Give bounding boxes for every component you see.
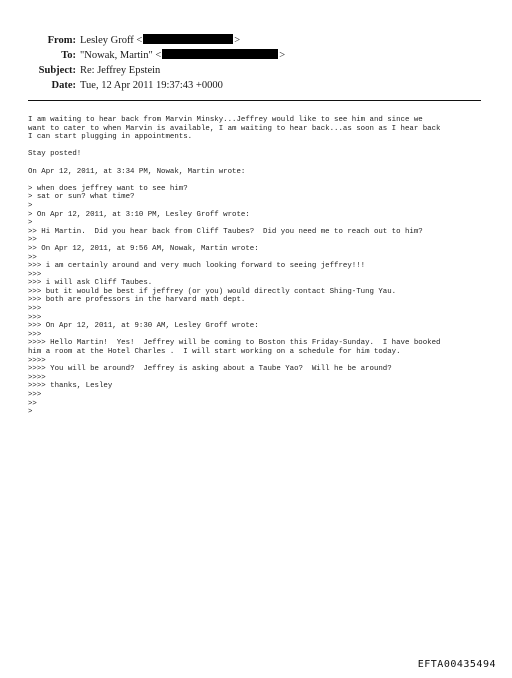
- body-line: >>: [28, 236, 37, 245]
- to-row: [0, 48, 512, 63]
- date-label: Date:: [51, 80, 76, 91]
- document-id: EFTA00435494: [417, 659, 496, 670]
- body-line: >>>> thanks, Lesley: [28, 382, 113, 391]
- redaction-bar: [162, 49, 278, 59]
- body-line: >>>: [28, 305, 42, 314]
- body-line: I can start plugging in appointments.: [28, 133, 193, 142]
- to-name: "Nowak, Martin" <: [80, 50, 162, 61]
- body-line: >>> i am certainly around and very much looking forward to seeing jeffrey!!!: [28, 262, 366, 271]
- header-divider: [28, 100, 481, 101]
- subject-row: [0, 63, 512, 78]
- body-line: >: [28, 219, 33, 228]
- body-line: Stay posted!: [28, 150, 82, 159]
- body-line: >>>> You will be around? Jeffrey is asking about a Taube Yao? Will he be around?: [28, 365, 392, 374]
- body-line: >>> On Apr 12, 2011, at 9:30 AM, Lesley Groff wrote:: [28, 322, 259, 331]
- body-line: >>> both are professors in the harvard math dept.: [28, 296, 246, 305]
- body-line: > when does jeffrey want to see him?: [28, 184, 188, 193]
- body-line: [28, 159, 490, 168]
- body-line: >>>>: [28, 356, 46, 365]
- body-line: >>>: [28, 270, 42, 279]
- to-end: >: [279, 50, 286, 61]
- body-line: > sat or sun? what time?: [28, 193, 135, 202]
- body-line: >>: [28, 399, 37, 408]
- body-line: him a room at the Hotel Charles . I will start working on a schedule for him today.: [28, 348, 401, 357]
- body-line: >: [28, 408, 33, 417]
- email-body: [28, 116, 490, 417]
- date-value: Tue, 12 Apr 2011 19:37:43 +0000: [80, 80, 223, 91]
- body-line: >: [28, 201, 33, 210]
- from-label: From:: [47, 35, 76, 46]
- date-row: [0, 78, 512, 93]
- from-end: >: [234, 35, 241, 46]
- body-line: [28, 176, 490, 185]
- body-line: >> Hi Martin. Did you hear back from Cliff Taubes? Did you need me to reach out to him?: [28, 227, 423, 236]
- body-line: >> On Apr 12, 2011, at 9:56 AM, Nowak, Martin wrote:: [28, 244, 259, 253]
- body-line: want to cater to when Marvin is available, I am waiting to hear back...as soon as I hear back: [28, 124, 441, 133]
- body-line: On Apr 12, 2011, at 3:34 PM, Nowak, Martin wrote:: [28, 167, 246, 176]
- body-line: > On Apr 12, 2011, at 3:10 PM, Lesley Groff wrote:: [28, 210, 250, 219]
- body-line: [28, 142, 490, 151]
- body-line: I am waiting to hear back from Marvin Minsky...Jeffrey would like to see him and since we: [28, 116, 423, 124]
- email-header: [0, 33, 512, 93]
- body-line: >>>>: [28, 373, 46, 382]
- body-line: >>>: [28, 330, 42, 339]
- body-line: >>> but it would be best if jeffrey (or you) would directly contact Shing-Tung Yau.: [28, 287, 397, 296]
- redaction-bar: [143, 34, 233, 44]
- body-line: >>: [28, 253, 37, 262]
- from-name: Lesley Groff <: [80, 35, 143, 46]
- body-line: >>> i will ask Cliff Taubes.: [28, 279, 153, 288]
- subject-label: Subject:: [38, 65, 76, 76]
- to-label: To:: [61, 50, 76, 61]
- from-row: [0, 33, 512, 48]
- body-line: >>>: [28, 313, 42, 322]
- body-line: >>>> Hello Martin! Yes! Jeffrey will be coming to Boston this Friday-Sunday. I have booked: [28, 339, 441, 348]
- subject-value: Re: Jeffrey Epstein: [80, 65, 161, 76]
- body-line: >>>: [28, 391, 42, 399]
